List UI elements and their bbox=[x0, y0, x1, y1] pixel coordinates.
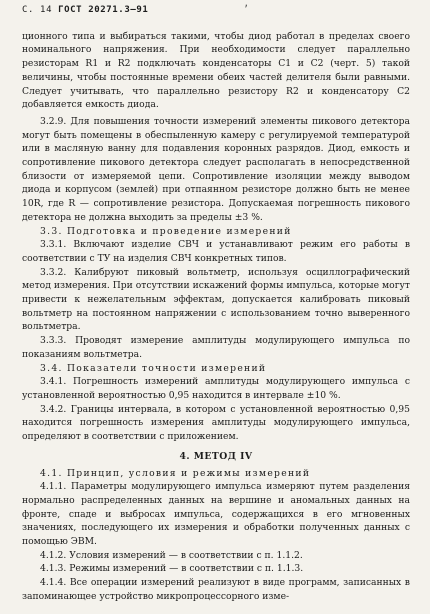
paragraph-3-2-9: 3.2.9. Для повышения точности измерений элементы пикового детектора могут быть помещены в обеспыленную камеру с регулируемой температурой или в масляную ванну для подавления коронных разрядов. Диод, емкость и сопротивление пикового детектора следует располагать в непосредственной близости от измеряемой цепи. Сопротивление изоляции между выводом диода и корпусом (землей) при отпаянном резисторе должно быть не менее 10R, где R — сопротивление резистора. Допускаемая погрешность пикового детектора не должна выходить за пределы ±3 %. bbox=[22, 115, 410, 223]
paragraph-3-4-2: 3.4.2. Границы интервала, в котором с установленной вероятностью 0,95 находится погрешность измерения амплитуды модулирующего импульса, определяют в соответствии с приложением. bbox=[22, 403, 410, 443]
paragraph-4-1-3: 4.1.3. Режимы измерений — в соответствии с п. 1.1.3. bbox=[40, 563, 304, 575]
paragraph-4-1-1: 4.1.1. Параметры модулирующего импульса измеряют путем разделения нормально распределенных данных на вершине и аномальных данных на фронте, спаде и выбросах импульса, содержащихся в его мгновенных значениях, последующего их измерения и обработки полученных данных с помощью ЭВМ. bbox=[22, 481, 410, 548]
pen-mark-icon: ʼ bbox=[243, 4, 250, 15]
subsection-heading-4-1: 4.1. Принцип, условия и режимы измерений bbox=[40, 467, 311, 479]
subsection-heading-3-4: 3.4. Показатели точности измерений bbox=[40, 362, 267, 374]
standard-number: ГОСТ 20271.3—91 bbox=[58, 5, 149, 15]
section-title: 4. МЕТОД IV bbox=[179, 450, 253, 462]
paragraph-3-4-1: 3.4.1. Погрешность измерений амплитуды модулирующего импульса с установленной вероятностью 0,95 находится в интервале ±10 %. bbox=[22, 376, 410, 401]
paragraph-3-3-2: 3.3.2. Калибруют пиковый вольтметр, используя осциллографический метод измерения. При отсутствии искажений формы импульса, которые могут привести к нежелательным эффектам, допускается калибровать пиковый вольтметр на постоянном напряжении с использованием точно выверенного вольтметра. bbox=[22, 266, 410, 333]
paragraph-3-3-3: 3.3.3. Проводят измерение амплитуды модулирующего импульса по показаниям вольтметра. bbox=[22, 335, 410, 360]
paragraph-3-3-1: 3.3.1. Включают изделие СВЧ и устанавливают режим его работы в соответствии с ТУ на изделия СВЧ конкретных типов. bbox=[22, 239, 410, 264]
paragraph-continuation: ционного типа и выбираться такими, чтобы диод работал в пределах своего номинального напряжения. При необходимости следует параллельно резисторам R1 и R2 подключать конденсаторы С1 и С2 (черт. 5) такой величины, чтобы постоянные времени обеих частей делителя были равными. Следует учитывать, что параллельно резистору R2 и конденсатору С2 добавляется емкость диода. bbox=[22, 30, 410, 111]
page-header bbox=[22, 4, 410, 18]
page-number: С. 14 bbox=[22, 5, 53, 15]
paragraph-4-1-2: 4.1.2. Условия измерений — в соответствии с п. 1.1.2. bbox=[40, 549, 303, 561]
paragraph-4-1-4: 4.1.4. Все операции измерений реализуют в виде программ, записанных в запоминающее устройство микропроцессорного изме- bbox=[22, 577, 410, 602]
subsection-heading-3-3: 3.3. Подготовка и проведение измерений bbox=[40, 225, 292, 237]
